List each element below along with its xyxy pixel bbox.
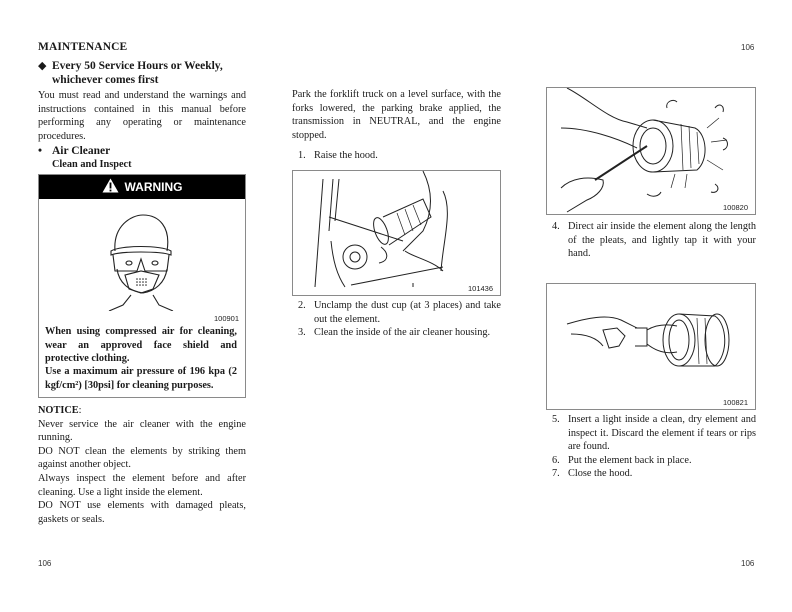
step-3: 3. Clean the inside of the air cleaner housing. xyxy=(298,327,491,338)
clean-inspect-subheading: Clean and Inspect xyxy=(52,159,132,170)
step-7: 7. Close the hood. xyxy=(552,468,633,479)
step-6: 6. Put the element back in place. xyxy=(552,455,692,466)
figure-remove-element xyxy=(292,170,501,296)
interval-heading: ◆ Every 50 Service Hours or Weekly, whichever comes first xyxy=(38,60,223,86)
footer-right-page-number: 106 xyxy=(741,559,755,568)
park-instructions: Park the forklift truck on a level surface, with the forks lowered, the parking brake applied, the transmission in NEUTRAL, and the engine stopped. xyxy=(292,89,501,141)
figure-number: 100820 xyxy=(723,203,749,212)
face-protection-illustration xyxy=(101,211,181,311)
notice-line: DO NOT use elements with damaged pleats, gaskets or seals. xyxy=(38,500,246,525)
section-title: MAINTENANCE xyxy=(38,41,128,53)
warning-box xyxy=(38,174,246,398)
step-5: 5. Insert a light inside a clean, dry element and inspect it. Discard the element if tears or rips are found. xyxy=(552,414,756,453)
warning-triangle-icon xyxy=(102,178,119,193)
bullet-icon: • xyxy=(38,145,43,157)
intro-paragraph: You must read and understand the warnings and instructions contained in this manual before performing any operating or maintenance procedures. xyxy=(38,90,246,142)
footer-left-page-number: 106 xyxy=(38,559,52,568)
warning-text-2: Use a maximum air pressure of 196 kpa (2 kgf/cm²) [30psi] for cleaning purposes. xyxy=(45,366,237,391)
step-2: 2. Unclamp the dust cup (at 3 places) and take out the element. xyxy=(298,300,501,325)
step-4: 4. Direct air inside the element along the length of the pleats, and lightly tap it with your hand. xyxy=(552,221,756,260)
figure-number: 101436 xyxy=(468,284,494,293)
warning-figure-number: 100901 xyxy=(214,314,240,323)
diamond-bullet-icon: ◆ xyxy=(38,60,47,72)
notice-line: Never service the air cleaner with the engine running. xyxy=(38,418,246,444)
notice-block xyxy=(38,404,246,526)
figure-inspect-light xyxy=(546,283,756,410)
notice-line: DO NOT clean the elements by striking them against another object. xyxy=(38,445,246,471)
figure-blow-air xyxy=(546,87,756,215)
air-cleaner-heading: • Air Cleaner xyxy=(38,145,111,157)
notice-line: Always inspect the element before and after cleaning. Use a light inside the element. xyxy=(38,472,246,498)
top-page-number: 106 xyxy=(741,43,755,52)
step-1: 1. Raise the hood. xyxy=(298,150,378,161)
figure-number: 100821 xyxy=(723,398,749,407)
warning-label: WARNING xyxy=(124,180,183,194)
notice-label: NOTICE: xyxy=(38,405,82,416)
warning-banner xyxy=(39,175,245,199)
warning-text-1: When using compressed air for cleaning, wear an approved face shield and protective clothing. xyxy=(45,326,237,365)
